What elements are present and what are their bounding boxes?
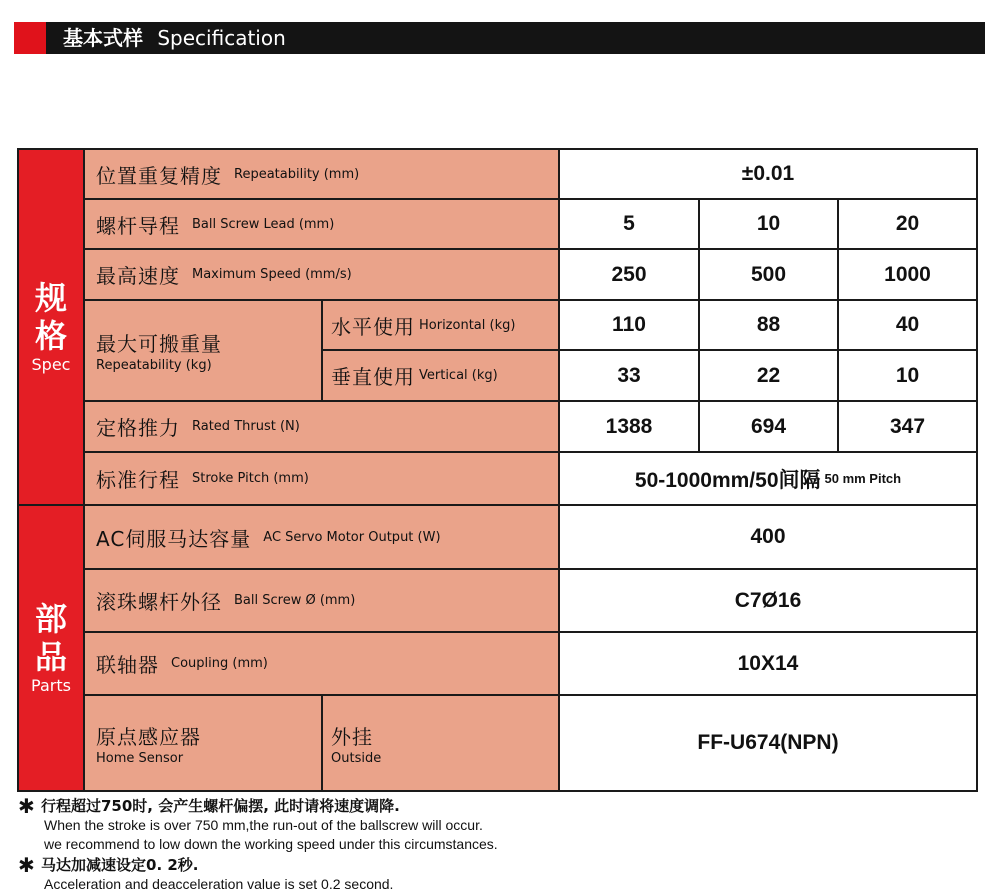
payload-vertical-label [323,351,558,400]
speed-label-en: Maximum Speed (mm/s) [192,267,352,282]
section-title-en: Specification [157,26,286,50]
footnote-1-en-1: When the stroke is over 750 mm,the run-out of the ballscrew will occur. [44,817,483,833]
horizontal-label-en: Horizontal (kg) [419,317,516,333]
row-motor-label [85,506,558,568]
vertical-value-1: 33 [560,351,698,400]
payload-label-cn: 最大可搬重量 [96,332,222,356]
row-screw-dia-label [85,570,558,631]
coupling-label-en: Coupling (mm) [171,656,268,671]
vertical-label-en: Vertical (kg) [419,368,498,383]
row-speed-label [85,250,558,299]
lead-value-2: 10 [700,200,837,248]
category-spec-label: Spec [31,355,71,374]
sensor-value: FF-U674(NPN) [560,696,976,790]
row-lead-label [85,200,558,248]
horizontal-value-2: 88 [700,301,837,349]
category-parts-char-2: 品 [34,638,67,676]
coupling-label-cn: 联轴器 [96,653,159,677]
horizontal-value-1: 110 [560,301,698,349]
motor-label-en: AC Servo Motor Output (W) [263,529,441,545]
horizontal-label-cn: 水平使用 [331,314,415,339]
motor-label-cn: AC伺服马达容量 [96,526,252,551]
footnote-2 [18,853,978,894]
lead-value-3: 20 [839,200,976,248]
sensor-label-cn: 原点感应器 [96,724,201,749]
thrust-value-3: 347 [839,402,976,451]
thrust-value-1: 1388 [560,402,698,451]
thrust-label-cn: 定格推力 [96,416,180,440]
asterisk-icon: ✱ [18,853,35,877]
footnote-2-en-1: Acceleration and deacceleration value is set 0.2 second. [44,876,394,892]
footnotes [18,794,978,894]
vertical-label-cn: 垂直使用 [331,365,415,389]
category-parts-label: Parts [31,676,71,695]
screw-dia-value: C7Ø16 [560,570,976,631]
footnote-1-cn: 行程超过750时, 会产生螺杆偏摆, 此时请将速度调降. [41,797,400,815]
screw-dia-label-cn: 滚珠螺杆外径 [96,590,222,614]
lead-value-1: 5 [560,200,698,248]
repeatability-value: ±0.01 [560,150,976,198]
stroke-value-main: 50-1000mm/50间隔 [634,468,821,492]
thrust-value-2: 694 [700,402,837,451]
category-parts-char-1: 部 [34,600,67,638]
section-header [14,22,985,54]
motor-value: 400 [560,506,976,568]
header-accent-block [14,22,46,54]
screw-dia-label-en: Ball Screw Ø (mm) [234,593,356,608]
sensor-mount-en: Outside [331,750,382,766]
row-stroke-label [85,453,558,504]
speed-value-1: 250 [560,250,698,299]
vertical-value-3: 10 [839,351,976,400]
sensor-mount-label [323,696,558,790]
footnote-2-cn: 马达加减速设定0. 2秒. [41,856,199,874]
stroke-label-cn: 标准行程 [96,468,180,492]
row-coupling-label [85,633,558,694]
thrust-label-en: Rated Thrust (N) [192,419,300,434]
vertical-value-2: 22 [700,351,837,400]
category-spec-char-1: 规 [34,279,67,317]
row-sensor-label [85,696,321,790]
category-spec-char-2: 格 [34,317,67,355]
row-payload-label [85,301,321,400]
asterisk-icon: ✱ [18,794,35,818]
repeatability-label-cn: 位置重复精度 [96,163,222,188]
category-spec [19,150,83,504]
section-title-cn: 基本式样 [63,26,143,50]
sensor-label-en: Home Sensor [96,750,184,766]
lead-label-en: Ball Screw Lead (mm) [192,216,335,232]
stroke-label-en: Stroke Pitch (mm) [192,471,309,486]
specification-table [17,148,978,792]
stroke-value-pitch: 50 mm Pitch [824,471,902,486]
category-parts [19,506,83,790]
speed-value-3: 1000 [839,250,976,299]
footnote-1-en-2: we recommend to low down the working speed under this circumstances. [44,836,498,852]
sensor-mount-cn: 外挂 [331,724,373,749]
coupling-value: 10X14 [560,633,976,694]
speed-label-cn: 最高速度 [96,264,180,288]
speed-value-2: 500 [700,250,837,299]
payload-horizontal-label [323,301,558,349]
lead-label-cn: 螺杆导程 [96,213,180,238]
row-thrust-label [85,402,558,451]
payload-label-en: Repeatability (kg) [96,358,212,373]
section-title [63,22,286,54]
row-repeatability-label [85,150,558,198]
horizontal-value-3: 40 [839,301,976,349]
footnote-1 [18,794,978,854]
repeatability-label-en: Repeatability (mm) [234,166,360,182]
stroke-value [560,453,976,504]
